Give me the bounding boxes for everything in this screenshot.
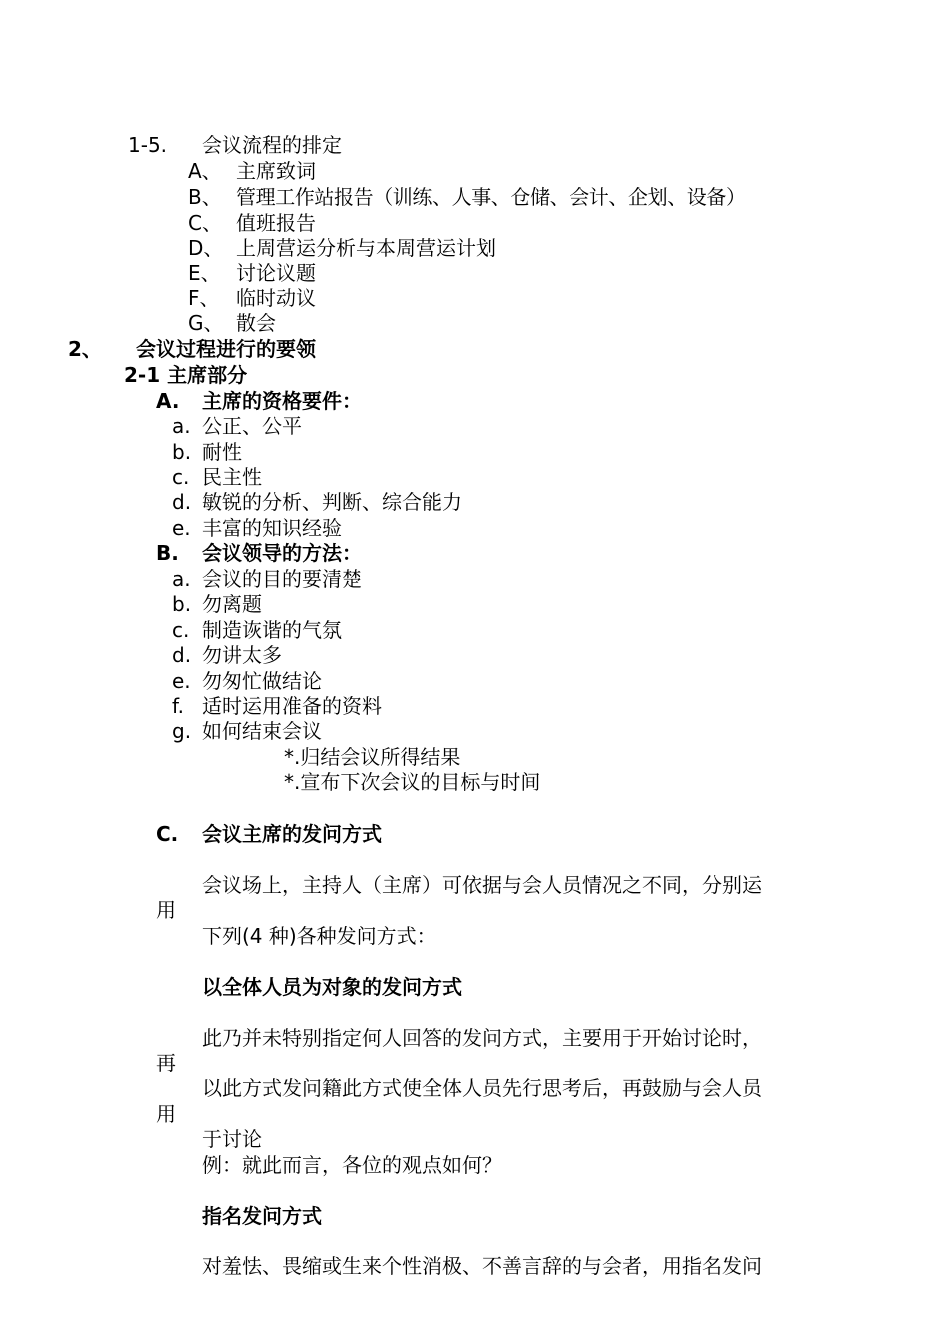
list-item <box>172 642 282 668</box>
group-marker: C. <box>156 822 179 846</box>
item-marker: e. <box>172 669 191 693</box>
item-marker: e. <box>172 516 191 540</box>
list-item <box>172 515 342 541</box>
list-item <box>172 718 322 744</box>
item-text: 制造诙谐的气氛 <box>202 618 342 642</box>
item-text: 民主性 <box>202 465 262 489</box>
paragraph-line: 此乃并未特别指定何人回答的发问方式，主要用于开始讨论时， <box>202 1026 762 1050</box>
list-item <box>188 158 316 184</box>
list-item <box>172 591 262 617</box>
paragraph-overflow: 再 <box>156 1051 176 1075</box>
list-item <box>188 285 316 311</box>
item-marker: A、 <box>188 159 222 183</box>
item-text: 耐性 <box>202 440 242 464</box>
item-text: 勿离题 <box>202 592 262 616</box>
item-text: 散会 <box>236 311 276 335</box>
group-title: 会议主席的发问方式 <box>202 822 382 846</box>
sub-list-item: *.归结会议所得结果 <box>284 745 461 769</box>
section-number: 1-5. <box>128 133 168 157</box>
item-text: 适时运用准备的资料 <box>202 694 382 718</box>
sub-list-item: *.宣布下次会议的目标与时间 <box>284 770 541 794</box>
group-marker: A. <box>156 389 180 413</box>
item-marker: B、 <box>188 185 222 209</box>
list-item <box>172 464 262 490</box>
item-marker: d. <box>172 490 192 514</box>
list-item <box>188 310 276 336</box>
list-item <box>172 439 242 465</box>
example-line: 例：就此而言，各位的观点如何？ <box>202 1153 502 1177</box>
item-marker: g. <box>172 719 192 743</box>
item-marker: f. <box>172 694 184 718</box>
list-item <box>172 489 462 515</box>
item-marker: b. <box>172 592 192 616</box>
section-2-heading <box>68 336 316 362</box>
section-number: 2、 <box>68 337 102 361</box>
item-marker: c. <box>172 465 190 489</box>
list-item <box>172 693 382 719</box>
paragraph-line: 对羞怯、畏缩或生来个性消极、不善言辞的与会者，用指名发问 <box>202 1254 762 1278</box>
item-text: 公正、公平 <box>202 414 302 438</box>
paragraph-overflow: 用 <box>156 1102 176 1126</box>
list-item <box>172 566 362 592</box>
paragraph-overflow: 用 <box>156 898 176 922</box>
item-text: 勿匆忙做结论 <box>202 669 322 693</box>
section-title: 会议过程进行的要领 <box>136 337 316 361</box>
list-item <box>188 260 316 286</box>
item-text: 临时动议 <box>236 286 316 310</box>
method-heading: 指名发问方式 <box>202 1204 322 1228</box>
item-text: 管理工作站报告（训练、人事、仓储、会计、企划、设备） <box>236 185 746 209</box>
list-item <box>188 210 316 236</box>
group-a-heading <box>156 388 362 414</box>
item-text: 如何结束会议 <box>202 719 322 743</box>
item-text: 值班报告 <box>236 211 316 235</box>
group-title: 主席的资格要件： <box>202 389 362 413</box>
item-text: 会议的目的要清楚 <box>202 567 362 591</box>
list-item <box>188 184 746 210</box>
group-c-heading <box>156 821 382 847</box>
list-item <box>172 617 342 643</box>
paragraph-line: 下列(4 种)各种发问方式： <box>202 924 437 948</box>
item-text: 讨论议题 <box>236 261 316 285</box>
list-item <box>172 668 322 694</box>
item-marker: F、 <box>188 286 220 310</box>
subsection-heading: 2-1 主席部分 <box>124 363 248 387</box>
list-item <box>172 413 302 439</box>
item-marker: G、 <box>188 311 224 335</box>
group-marker: B. <box>156 541 179 565</box>
item-marker: a. <box>172 567 191 591</box>
item-marker: b. <box>172 440 192 464</box>
item-marker: a. <box>172 414 191 438</box>
section-1-5-heading <box>128 132 342 158</box>
item-text: 丰富的知识经验 <box>202 516 342 540</box>
paragraph-line: 于讨论 <box>202 1127 262 1151</box>
item-text: 主席致词 <box>236 159 316 183</box>
item-marker: D、 <box>188 236 224 260</box>
item-marker: E、 <box>188 261 221 285</box>
item-marker: c. <box>172 618 190 642</box>
list-item <box>188 235 496 261</box>
group-b-heading <box>156 540 362 566</box>
item-text: 敏锐的分析、判断、综合能力 <box>202 490 462 514</box>
item-marker: d. <box>172 643 192 667</box>
item-text: 勿讲太多 <box>202 643 282 667</box>
paragraph-line: 会议场上，主持人（主席）可依据与会人员情况之不同，分别运 <box>202 873 762 897</box>
item-marker: C、 <box>188 211 222 235</box>
item-text: 上周营运分析与本周营运计划 <box>236 236 496 260</box>
paragraph-line: 以此方式发问籍此方式使全体人员先行思考后，再鼓励与会人员 <box>202 1076 762 1100</box>
group-title: 会议领导的方法： <box>202 541 362 565</box>
method-heading: 以全体人员为对象的发问方式 <box>202 975 462 999</box>
section-title: 会议流程的排定 <box>202 133 342 157</box>
